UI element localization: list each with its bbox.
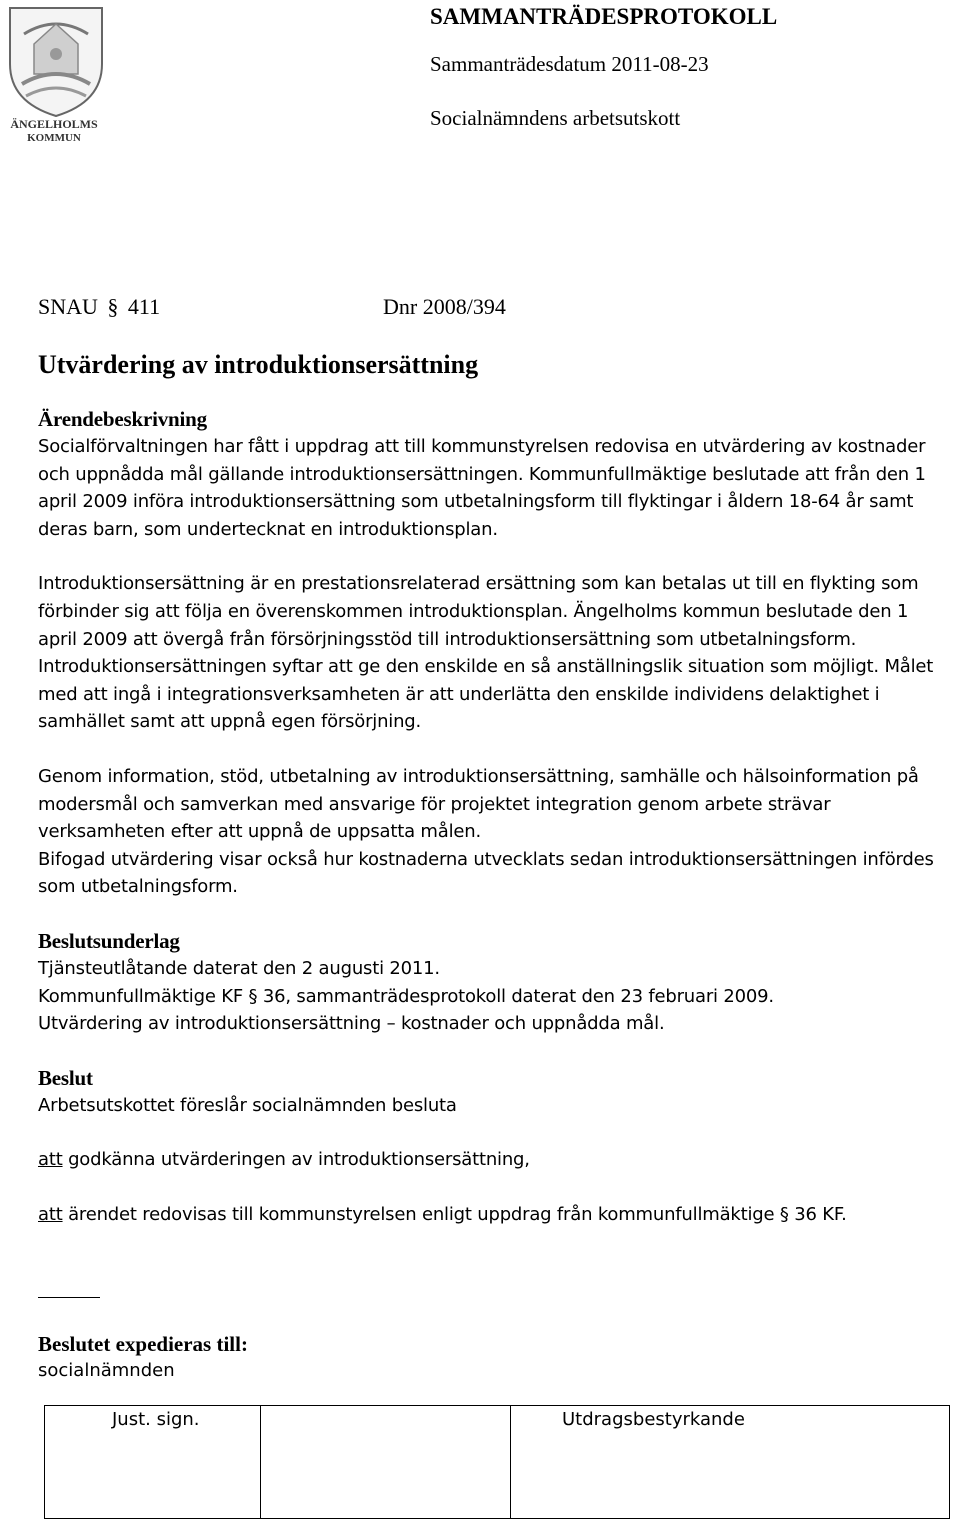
signature-label-just-sign: Just. sign. (112, 1409, 200, 1430)
coat-of-arms-icon (4, 4, 124, 144)
paragraph: Socialförvaltningen har fått i uppdrag att till kommunstyrelsen redovisa en utvärdering av kostnader och uppnådda mål gällande introduktionsersättningen. Kommunfullmäktige beslutade att från den 1 april 2009 införa introduktionsersättning som utbetalningsform till flyktingar i åldern 18-64 år samt deras barn, som undertecknat en introduktionsplan. (38, 436, 926, 540)
case-title: Utvärdering av introduktionsersättning (38, 350, 479, 379)
reference-number: 411 (127, 294, 161, 319)
signature-box-divider (510, 1405, 511, 1519)
att-keyword: att (38, 1203, 63, 1225)
document-body (38, 406, 938, 1228)
paragraph-reference (38, 294, 160, 320)
decision-item: att ärendet redovisas till kommunstyrelsen enligt uppdrag från kommunfullmäktige § 36 KF. (38, 1203, 847, 1225)
signature-box-divider (260, 1405, 261, 1519)
section-sign-icon: § (779, 1203, 789, 1225)
municipality-logo (4, 4, 124, 144)
section-sign-icon: § (248, 985, 258, 1007)
list-item: Tjänsteutlåtande daterat den 2 augusti 2011. (38, 957, 440, 979)
distribution-recipient: socialnämnden (38, 1360, 175, 1381)
distribution-heading: Beslutet expedieras till: (38, 1332, 248, 1356)
paragraph: Introduktionsersättning är en prestationsrelaterad ersättning som kan betalas ut till en flykting som förbinder sig att följa en överenskommen introduktionsplan. Ängelholms kommun beslutade den 1 april 2009 att övergå från försörjningsstöd till introduktionsersättning som utbetalningsform. Introduktionsersättningen syftar att ge den enskilde en så anställningslik situation som möjligt. Målet med att ingå i integrationsverksamheten är att underlätta den enskilde individens delaktighet i samhället samt att uppnå egen försörjning. (38, 573, 934, 733)
reference-code: SNAU (38, 294, 98, 319)
section-heading-beslut: Beslut (38, 1065, 93, 1090)
protocol-title: SAMMANTRÄDESPROTOKOLL (430, 4, 778, 29)
section-heading-arendebeskrivning: Ärendebeskrivning (38, 407, 207, 431)
signature-label-utdragsbestyrkande: Utdragsbestyrkande (562, 1409, 745, 1430)
paragraph: Bifogad utvärdering visar också hur kostnaderna utvecklats sedan introduktionsersättningen infördes som utbetalningsform. (38, 848, 934, 898)
diary-number: Dnr 2008/394 (383, 294, 506, 319)
committee-name: Socialnämndens arbetsutskott (430, 106, 681, 130)
decision-item: att godkänna utvärderingen av introduktionsersättning, (38, 1149, 530, 1171)
list-item: Utvärdering av introduktionsersättning – kostnader och uppnådda mål. (38, 1013, 665, 1035)
paragraph: Arbetsutskottet föreslår socialnämnden besluta (38, 1094, 457, 1116)
logo-text-line1: ÄNGELHOLMS (10, 117, 98, 131)
att-keyword: att (38, 1149, 63, 1171)
divider (38, 1297, 100, 1298)
section-sign-icon: § (107, 294, 119, 319)
paragraph: Genom information, stöd, utbetalning av introduktionsersättning, samhälle och hälsoinformation på modersmål och samverkan med ansvarige för projektet integration genom arbete strävar verksamheten efter att uppnå de uppsatta målen. (38, 765, 919, 843)
section-heading-beslutsunderlag: Beslutsunderlag (38, 928, 180, 953)
logo-text-line2: KOMMUN (27, 132, 81, 144)
list-item: Kommunfullmäktige KF § 36, sammanträdesprotokoll daterat den 23 februari 2009. (38, 985, 774, 1007)
meeting-date: Sammanträdesdatum 2011-08-23 (430, 52, 709, 76)
